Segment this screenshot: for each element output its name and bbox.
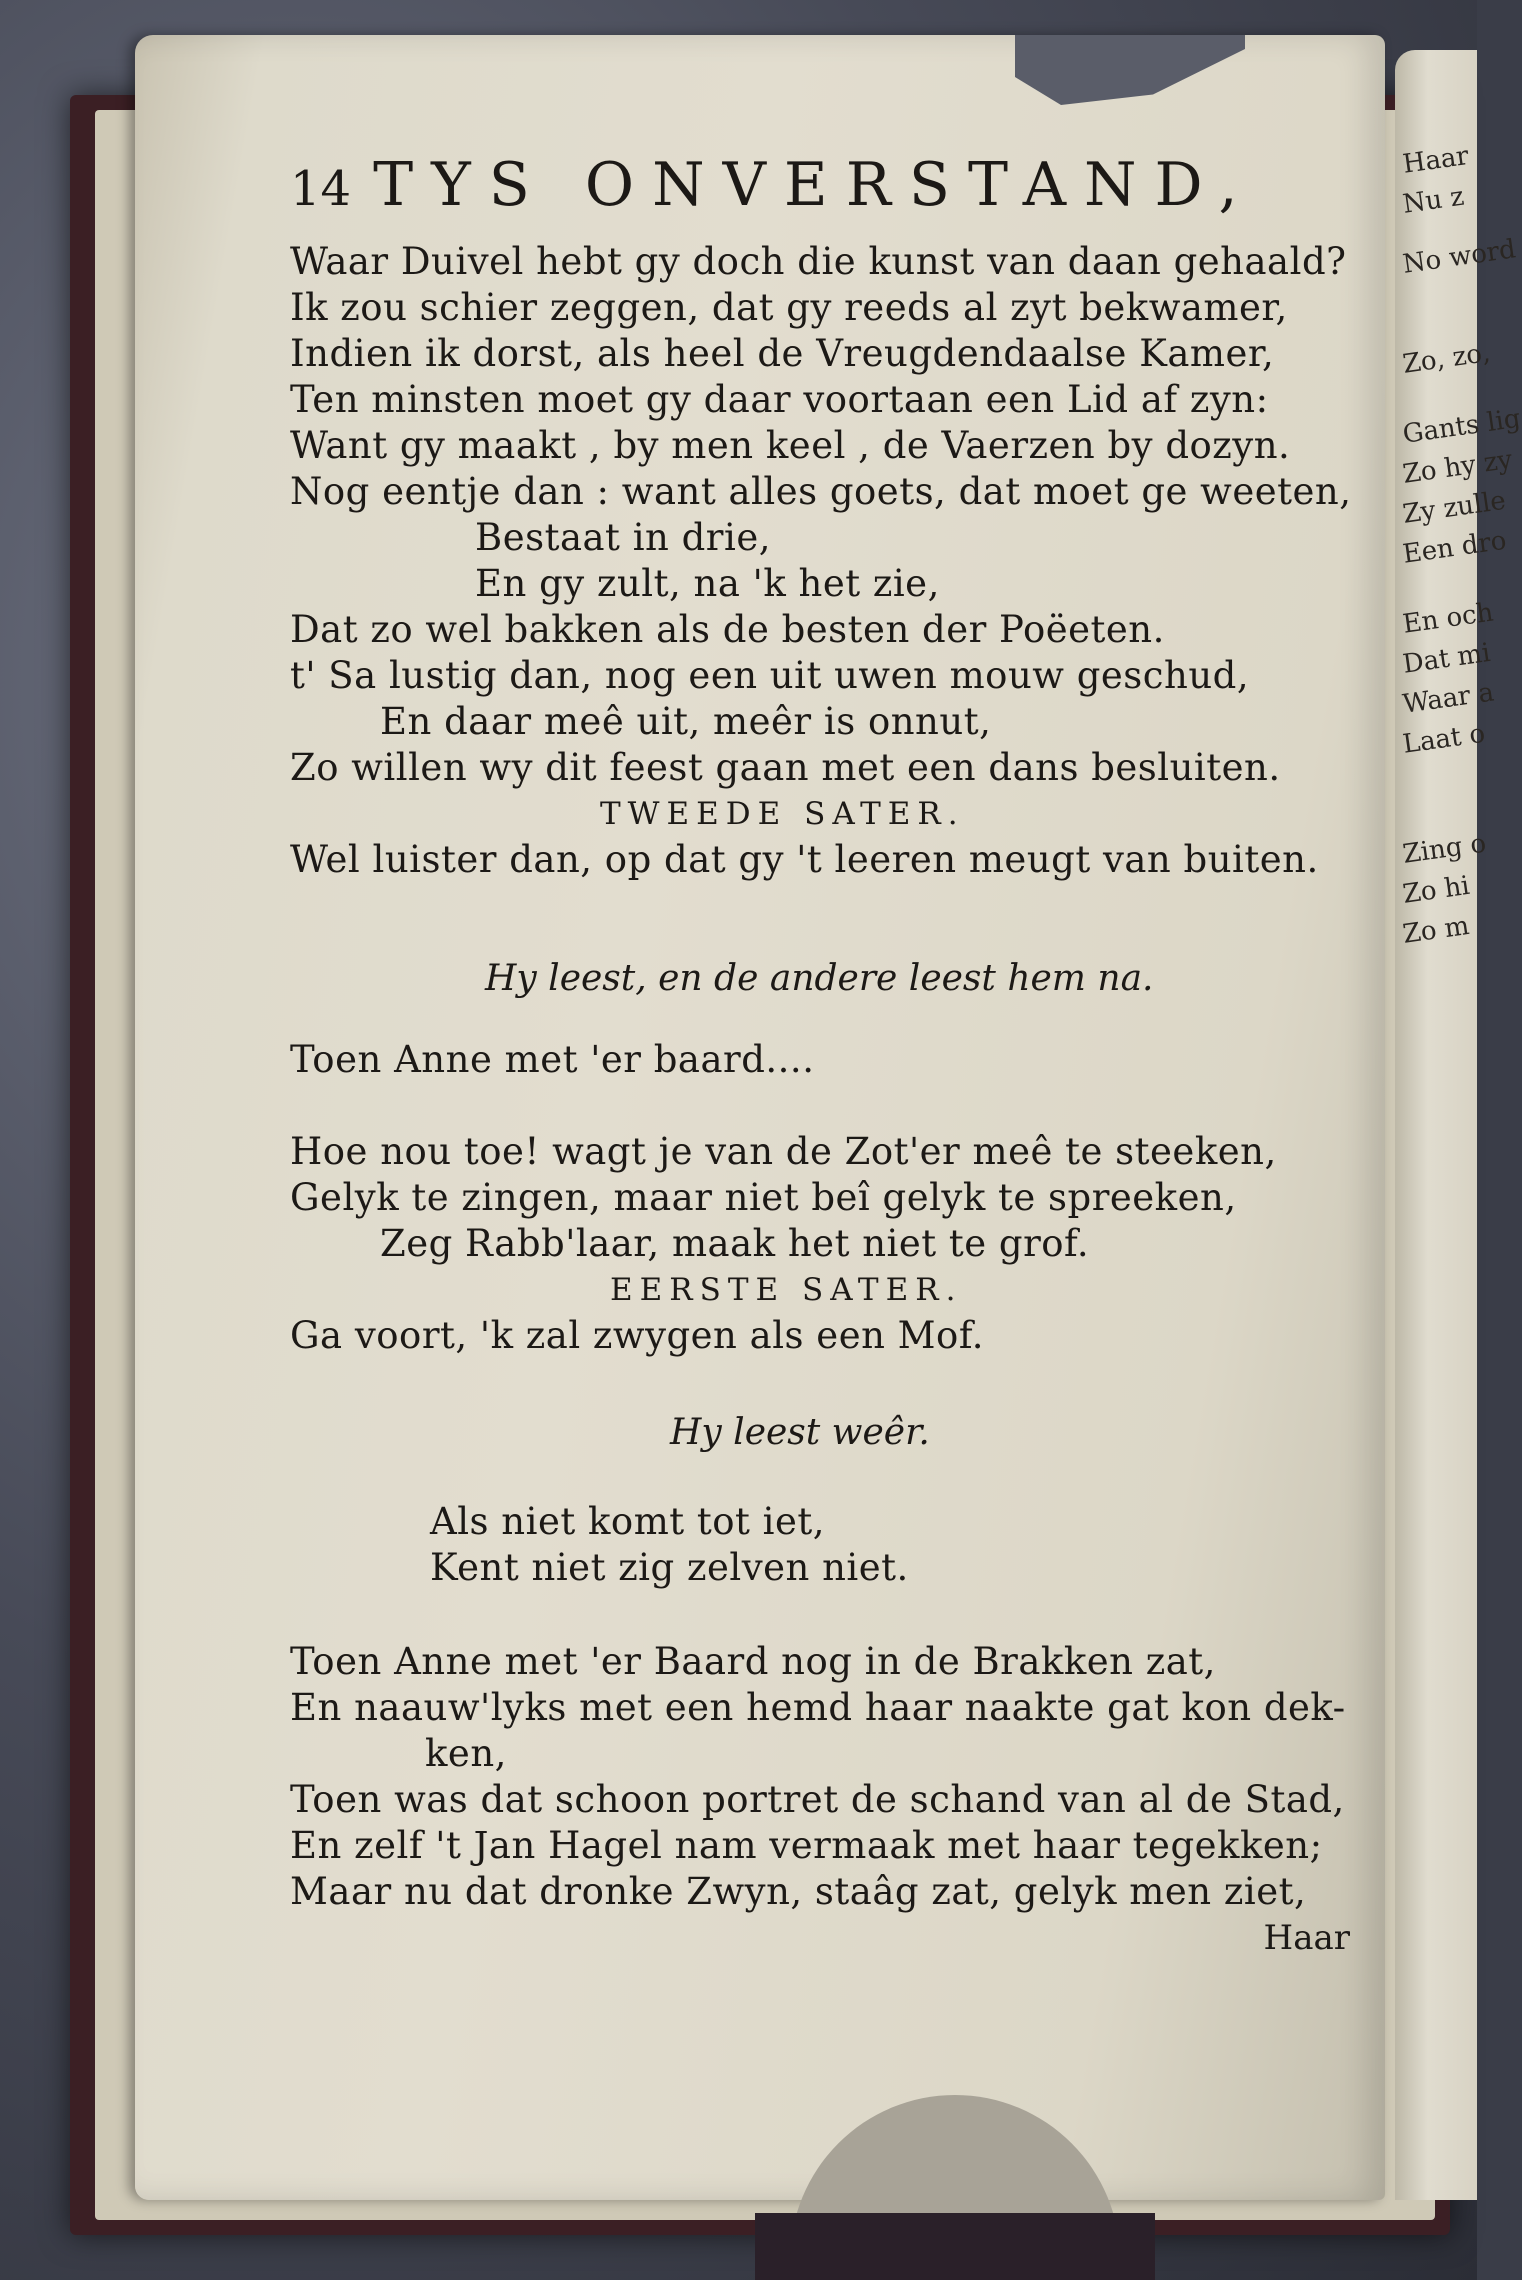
catchword: Haar [1263, 1918, 1350, 1958]
verse-line: En gy zult, na 'k het zie, [475, 562, 940, 605]
facing-fragment: En och [1400, 597, 1496, 640]
facing-fragment: Waar a [1400, 677, 1496, 720]
facing-fragment: No word [1400, 234, 1518, 280]
running-head [290, 150, 1256, 220]
verse-line: Zo willen wy dit feest gaan met een dans besluiten. [290, 746, 1281, 789]
running-head-title: TYS ONVERSTAND, [373, 150, 1256, 220]
facing-fragment: Haar [1400, 140, 1471, 180]
facing-fragment: Zo, zo, [1400, 337, 1493, 380]
facing-fragment: Zy zulle [1400, 485, 1508, 530]
facing-fragment: Een dro [1400, 525, 1509, 570]
verse-line: Maar nu dat dronke Zwyn, staâg zat, gelyk men ziet, [290, 1870, 1307, 1913]
facing-fragment: Dat mi [1400, 637, 1493, 680]
verse-line: Nog eentje dan : want alles goets, dat moet ge weeten, [290, 470, 1352, 513]
verse-line: Toen Anne met 'er Baard nog in de Brakken zat, [290, 1640, 1216, 1683]
speaker-label: TWEEDE SATER. [600, 796, 965, 832]
verse-line: ken, [425, 1732, 507, 1775]
verse-line: En zelf 't Jan Hagel nam vermaak met haar tegekken; [290, 1824, 1323, 1867]
verse-line: t' Sa lustig dan, nog een uit uwen mouw geschud, [290, 654, 1250, 697]
stand-base [755, 2213, 1155, 2280]
verse-line: Zeg Rabb'laar, maak het niet te grof. [380, 1222, 1090, 1265]
verse-line: En daar meê uit, meêr is onnut, [380, 700, 992, 743]
page-number: 14 [290, 161, 352, 217]
verse-line: Wel luister dan, op dat gy 't leeren meugt van buiten. [290, 838, 1319, 881]
verse-line: Ten minsten moet gy daar voortaan een Lid af zyn: [290, 378, 1269, 421]
speaker-label: EERSTE SATER. [610, 1272, 963, 1308]
verse-line: Ga voort, 'k zal zwygen als een Mof. [290, 1314, 984, 1357]
verse-line: Dat zo wel bakken als de besten der Poëeten. [290, 608, 1165, 651]
facing-fragment: Zo hi [1400, 870, 1472, 910]
verse-line: Bestaat in drie, [475, 516, 771, 559]
facing-fragment: Laat o [1400, 718, 1487, 760]
torn-corner [1015, 35, 1245, 105]
stage-direction: Hy leest, en de andere leest hem na. [485, 958, 1154, 999]
facing-fragment: Zing o [1400, 828, 1488, 870]
verse-line: Kent niet zig zelven niet. [430, 1546, 909, 1589]
verse-line: Waar Duivel hebt gy doch die kunst van daan gehaald? [290, 240, 1347, 283]
facing-fragment: Nu z [1400, 181, 1466, 220]
verse-line: Indien ik dorst, als heel de Vreugdendaalse Kamer, [290, 332, 1275, 375]
verse-line: Toen Anne met 'er baard.... [290, 1038, 815, 1081]
verse-line: Als niet komt tot iet, [430, 1500, 826, 1543]
verse-line: Want gy maakt , by men keel , de Vaerzen by dozyn. [290, 424, 1291, 467]
verse-line: Ik zou schier zeggen, dat gy reeds al zyt bekwamer, [290, 286, 1288, 329]
facing-page [1395, 50, 1522, 2200]
verse-line: Toen was dat schoon portret de schand van al de Stad, [290, 1778, 1345, 1821]
verse-line: En naauw'lyks met een hemd haar naakte gat kon dek- [290, 1686, 1346, 1729]
verse-line: Gelyk te zingen, maar niet beî gelyk te spreeken, [290, 1176, 1237, 1219]
verse-line: Hoe nou toe! wagt je van de Zot'er meê te steeken, [290, 1130, 1277, 1173]
facing-fragment: Zo m [1400, 910, 1472, 950]
facing-fragment: Gants lig [1400, 403, 1522, 450]
stage-direction: Hy leest weêr. [670, 1412, 930, 1453]
facing-fragment: Zo hy zy [1400, 444, 1515, 490]
book-stand [755, 2095, 1155, 2280]
